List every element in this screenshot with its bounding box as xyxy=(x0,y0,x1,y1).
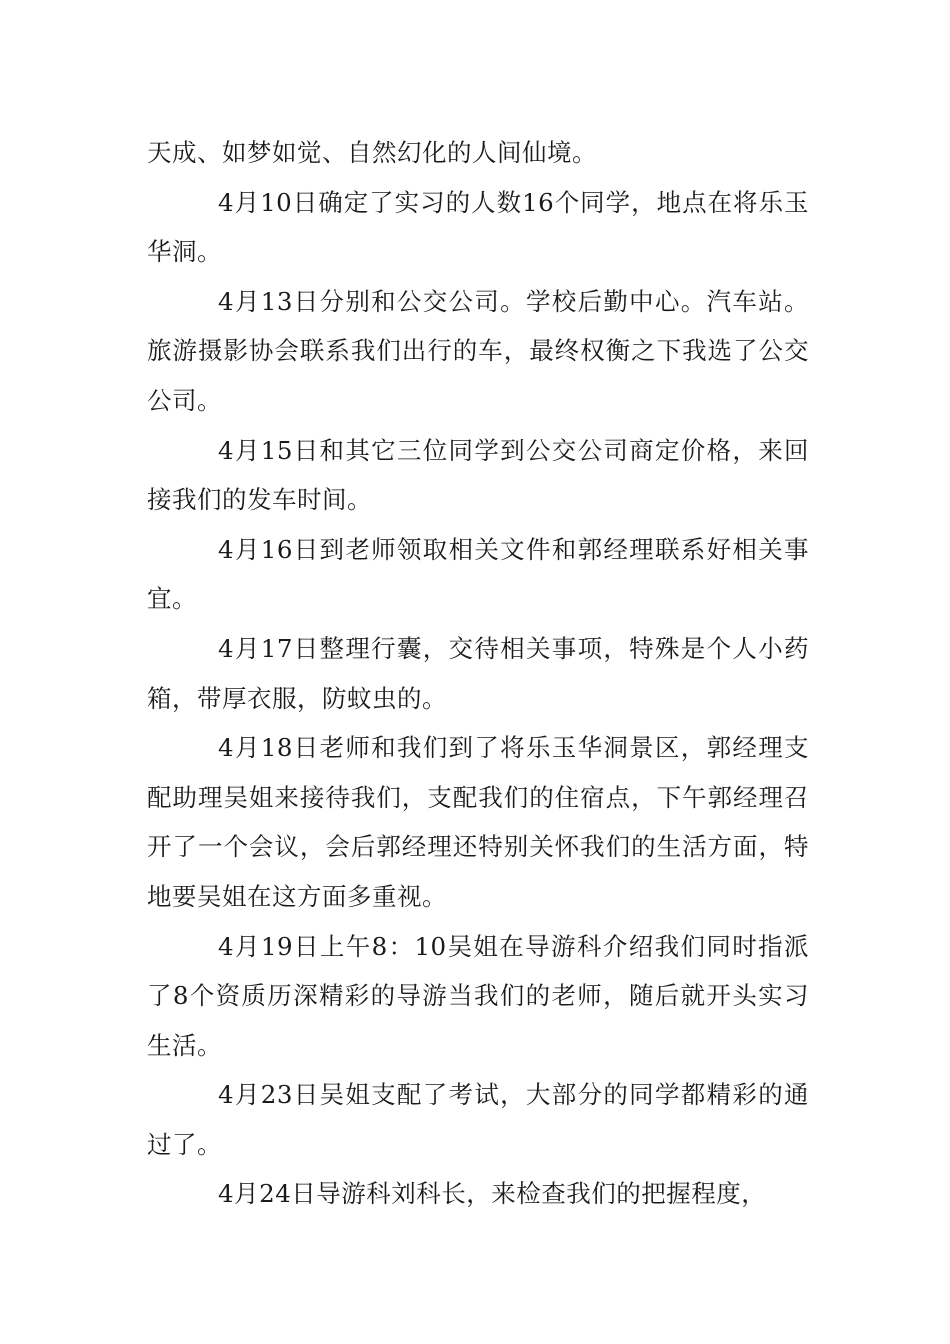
paragraph-3: 4月13日分别和公交公司。学校后勤中心。汽车站。旅游摄影协会联系我们出行的车，最终权衡之下我选了公交公司。 xyxy=(147,286,809,415)
paragraph-7: 4月18日老师和我们到了将乐玉华洞景区，郭经理支配助理吴姐来接待我们，支配我们的住宿点，下午郭经理召开了一个会议，会后郭经理还特别关怀我们的生活方面，特地要吴姐在这方面多重视。 xyxy=(147,733,809,911)
paragraph-4: 4月15日和其它三位同学到公交公司商定价格，来回接我们的发车时间。 xyxy=(147,435,809,515)
document-body xyxy=(147,128,809,1219)
paragraph-6: 4月17日整理行囊，交待相关事项，特殊是个人小药箱，带厚衣服，防蚊虫的。 xyxy=(147,633,809,713)
paragraph-5: 4月16日到老师领取相关文件和郭经理联系好相关事宜。 xyxy=(147,534,809,614)
paragraph-2: 4月10日确定了实习的人数16个同学，地点在将乐玉华洞。 xyxy=(147,187,809,267)
paragraph-10: 4月24日导游科刘科长，来检查我们的把握程度， xyxy=(218,1179,767,1209)
paragraph-8: 4月19日上午8：10吴姐在导游科介绍我们同时指派了8个资质历深精彩的导游当我们的老师，随后就开头实习生活。 xyxy=(147,931,809,1060)
paragraph-9: 4月23日吴姐支配了考试，大部分的同学都精彩的通过了。 xyxy=(147,1080,809,1159)
paragraph-1: 天成、如梦如觉、自然幻化的人间仙境。 xyxy=(147,138,597,167)
